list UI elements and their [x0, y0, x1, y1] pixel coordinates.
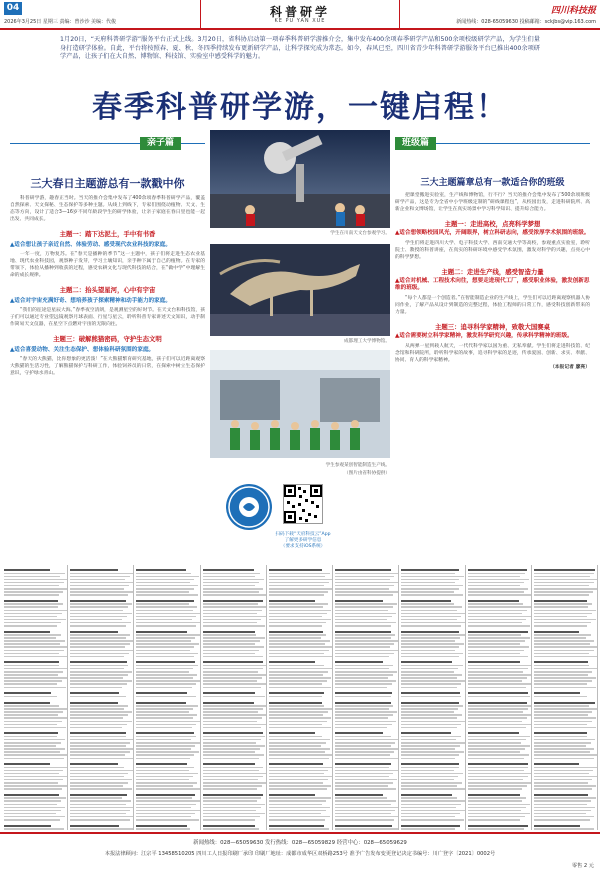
- right-theme1-title: 主题一：走进高校，点亮科学梦想: [444, 220, 541, 228]
- app-download-text: [268, 532, 338, 550]
- right-theme2-body: “每个人都是一个创造者。”在智能制造企业的生产线上，学生们可以近距离观察机器人协同作业，了解产品从设计到制造的完整过程，体验工程师的日常工作，感受科技创新带来的力量。: [395, 296, 590, 315]
- section-title: 科普研学: [269, 5, 330, 19]
- lead-paragraph: 1月20日，“天府科普研学游”服务平台正式上线。3月20日，省科协启动第一项春季科普研学游推介会，集中发布400余项春季研学产品和500余项校级研学产品，为学生们量身打造研学体验。自此，平台将按照春、夏、秋、冬四季持续发布更新研学产品，让科学探究成为常态。如今，春风已至，四川省青少年科普研学游服务平台已推出400余项研学产品，让孩子们在大自然、博物馆、科技馆、实验室中感受科学的魅力。: [60, 36, 540, 61]
- classified-notice: [68, 698, 134, 831]
- contact-info: 新闻热线：028-65059630 投稿邮箱：sckjbs@vip.163.com: [456, 19, 596, 25]
- right-theme1-sub: ▲适合想领略校园风光，开阔眼界，树立科研志向，感受浓厚学术氛围的班级。: [395, 230, 590, 236]
- classified-notice: [134, 565, 200, 698]
- classified-notice: [466, 698, 532, 831]
- footer-legal: 本报法律顾问：江宗平 13458510205 四川工人日报印刷厂承印 印刷厂地址：成都市成华区双桥路253号 准予广告发布变更登记决定书编号：川广登字〔2021〕0002号: [104, 851, 496, 857]
- section-subtitle: KE PU YAN XUE: [274, 18, 326, 24]
- classified-notice: [134, 698, 200, 831]
- right-section-tag: 班级篇: [395, 137, 436, 150]
- classified-notice: [2, 698, 68, 831]
- left-title: 三大春日主题游总有一款戳中你: [30, 177, 185, 190]
- right-column: [395, 163, 590, 371]
- museum-photo: [210, 244, 390, 336]
- classified-notice: [201, 698, 267, 831]
- classified-notices-grid: [2, 565, 598, 830]
- classified-notice: [399, 698, 465, 831]
- classified-notice: [267, 698, 333, 831]
- classified-notice: [333, 698, 399, 831]
- factory-photo: [210, 350, 390, 458]
- left-theme2-body: “我们的征途是星辰大海。”春季夜空清朗，是观测星空的好时节。在天文台和科技馆，孩子们可以通过专业望远镜观察月球表面、行星与星云，聆听科普专家讲述天文知识，动手制作简易天文仪器，在星空下点燃对宇宙的无限向往。: [10, 308, 205, 327]
- classified-notice: [532, 565, 598, 698]
- newspaper-logo: 四川科技报: [550, 6, 596, 16]
- left-theme1-sub: ▲适合想让孩子亲近自然、体验劳动、感受现代农业科技的家庭。: [10, 242, 171, 248]
- right-theme1-body: 学生们将走进四川大学、电子科技大学、西南交通大学等高校，参观重点实验室，聆听院士、教授的科普讲座，在真实的科研环境中感受学术氛围，激发对科学的兴趣，点亮心中的科学梦想。: [395, 241, 590, 260]
- left-column: [10, 163, 205, 377]
- right-theme3-title: 主题三：追寻科学家精神，致敬大国赛桌: [434, 323, 551, 331]
- page-number: 04: [4, 2, 22, 15]
- photo-caption-1: 学生在川南天文台参观学习。: [330, 231, 390, 236]
- article-author: （本报记者 廖亮）: [549, 365, 590, 370]
- left-theme1-body: 一年一度，万物复苏。在“春天是播种的季节”这一主题中，孩子们将走进生态农业基地、现代农业科技园，观察种子发芽，学习土壤知识，亲手种下属于自己的植物。在专家的带领下，体验从播种到收获的过程，感受农耕文化与现代科技的结合，在“做中学”中理解生命的成长规律。: [10, 252, 205, 278]
- footer-price: 零售 2 元: [571, 863, 594, 869]
- page-footer: [0, 832, 600, 870]
- classified-notice: [201, 565, 267, 698]
- masthead: [0, 0, 600, 30]
- photo-caption-3: 学生参观某创智能制造生产线。: [325, 463, 390, 468]
- app-download-line3: （要求支持iOS系统）: [280, 544, 326, 549]
- left-section-tag: 亲子篇: [140, 137, 181, 150]
- observatory-photo: [210, 130, 390, 228]
- classified-notice: [68, 565, 134, 698]
- right-theme2-sub: ▲适合对机械、工程技术向往，想要走进现代工厂，感受职业体验，激发创新思维的班级。: [395, 278, 590, 291]
- issue-meta: 2026年3月25日 星期三 责编：曾沙沙 美编：代俊: [4, 19, 117, 25]
- left-theme3-sub: ▲适合喜爱动物、关注生态保护、想体验科研氛围的家庭。: [10, 347, 155, 353]
- right-theme3-body: 从两弹一星到载人航天，一代代科学家以国为重、无私奉献。学生们将走进科技馆、纪念馆和科研院所，聆听科学家的故事，追寻科学家的足迹，传承爱国、创新、求实、奉献、协同、育人的科学家精神。: [395, 344, 590, 363]
- classified-notice: [466, 565, 532, 698]
- left-theme2-sub: ▲适合对宇宙充满好奇、想培养孩子探索精神和动手能力的家庭。: [10, 298, 171, 304]
- right-theme3-sub: ▲适合需要树立科学家精神，激发科学研究兴趣，传承科学精神的班级。: [395, 333, 573, 339]
- left-intro: 科普研学游，趣春正当时。当天的推介会集中发布了400余项春季科普研学产品，覆盖自然探索、天文探秘、生态保护等多种主题。从线上到线下，专家们围绕动植物、天文、生态等方向，设计了适合3—16岁不同年龄段学生的研学体验，让亲子家庭在春日里也能一起出发、共同成长。: [10, 196, 205, 222]
- app-download-line1: 扫码下载“天府科技云”App: [275, 532, 331, 537]
- app-download-line2: 了解更多研学信息: [284, 538, 322, 543]
- classified-notice: [532, 698, 598, 831]
- classified-notice: [267, 565, 333, 698]
- right-theme2-title: 主题二：走进生产线，感受智造力量: [441, 268, 544, 276]
- qr-code-icon[interactable]: [283, 484, 323, 524]
- photo-caption-2: 成都理工大学博物馆。: [344, 339, 390, 344]
- left-theme3-title: 主题三：破解熊猫密码，守护生态文明: [53, 335, 162, 343]
- right-title: 三大主题篇章总有一款适合你的班级: [420, 178, 565, 188]
- footer-hotlines: 新闻热线：028—65059630 发行热线：028—65059829 经营中心：028—65059629: [193, 840, 407, 846]
- right-intro: 把课堂搬进实验室，生产线和博物馆，行不行？当天的推介会集中发布了500余项班级研学产品，这是专为全省中小学班级定制的“研线课程包”，从校园出发，走进科研院所、高新企业和文博场馆，让学生在真实场景中学习科学知识、提升综合能力。: [395, 193, 590, 212]
- classified-notice: [399, 565, 465, 698]
- left-theme1-title: 主题一：踏下达泥土，手中有书香: [59, 230, 156, 238]
- left-theme2-title: 主题二：抬头望星河，心中有宇宙: [59, 286, 156, 294]
- page-headline: 春季科普研学游，一键启程！: [92, 90, 508, 125]
- classified-notice: [2, 565, 68, 698]
- left-theme3-body: “春天的大熊猫，比你想象的更活泼！”在大熊猫繁育研究基地，孩子们可以近距离观察大熊猫的生活习性，了解熊猫保护与科研工作，体验饲养员的日常，在探索中树立生态保护意识，守护绿水青山。: [10, 357, 205, 376]
- app-logo-icon: [226, 484, 272, 530]
- photo-credit: （图片由省科协提供）: [344, 471, 390, 476]
- classified-notice: [333, 565, 399, 698]
